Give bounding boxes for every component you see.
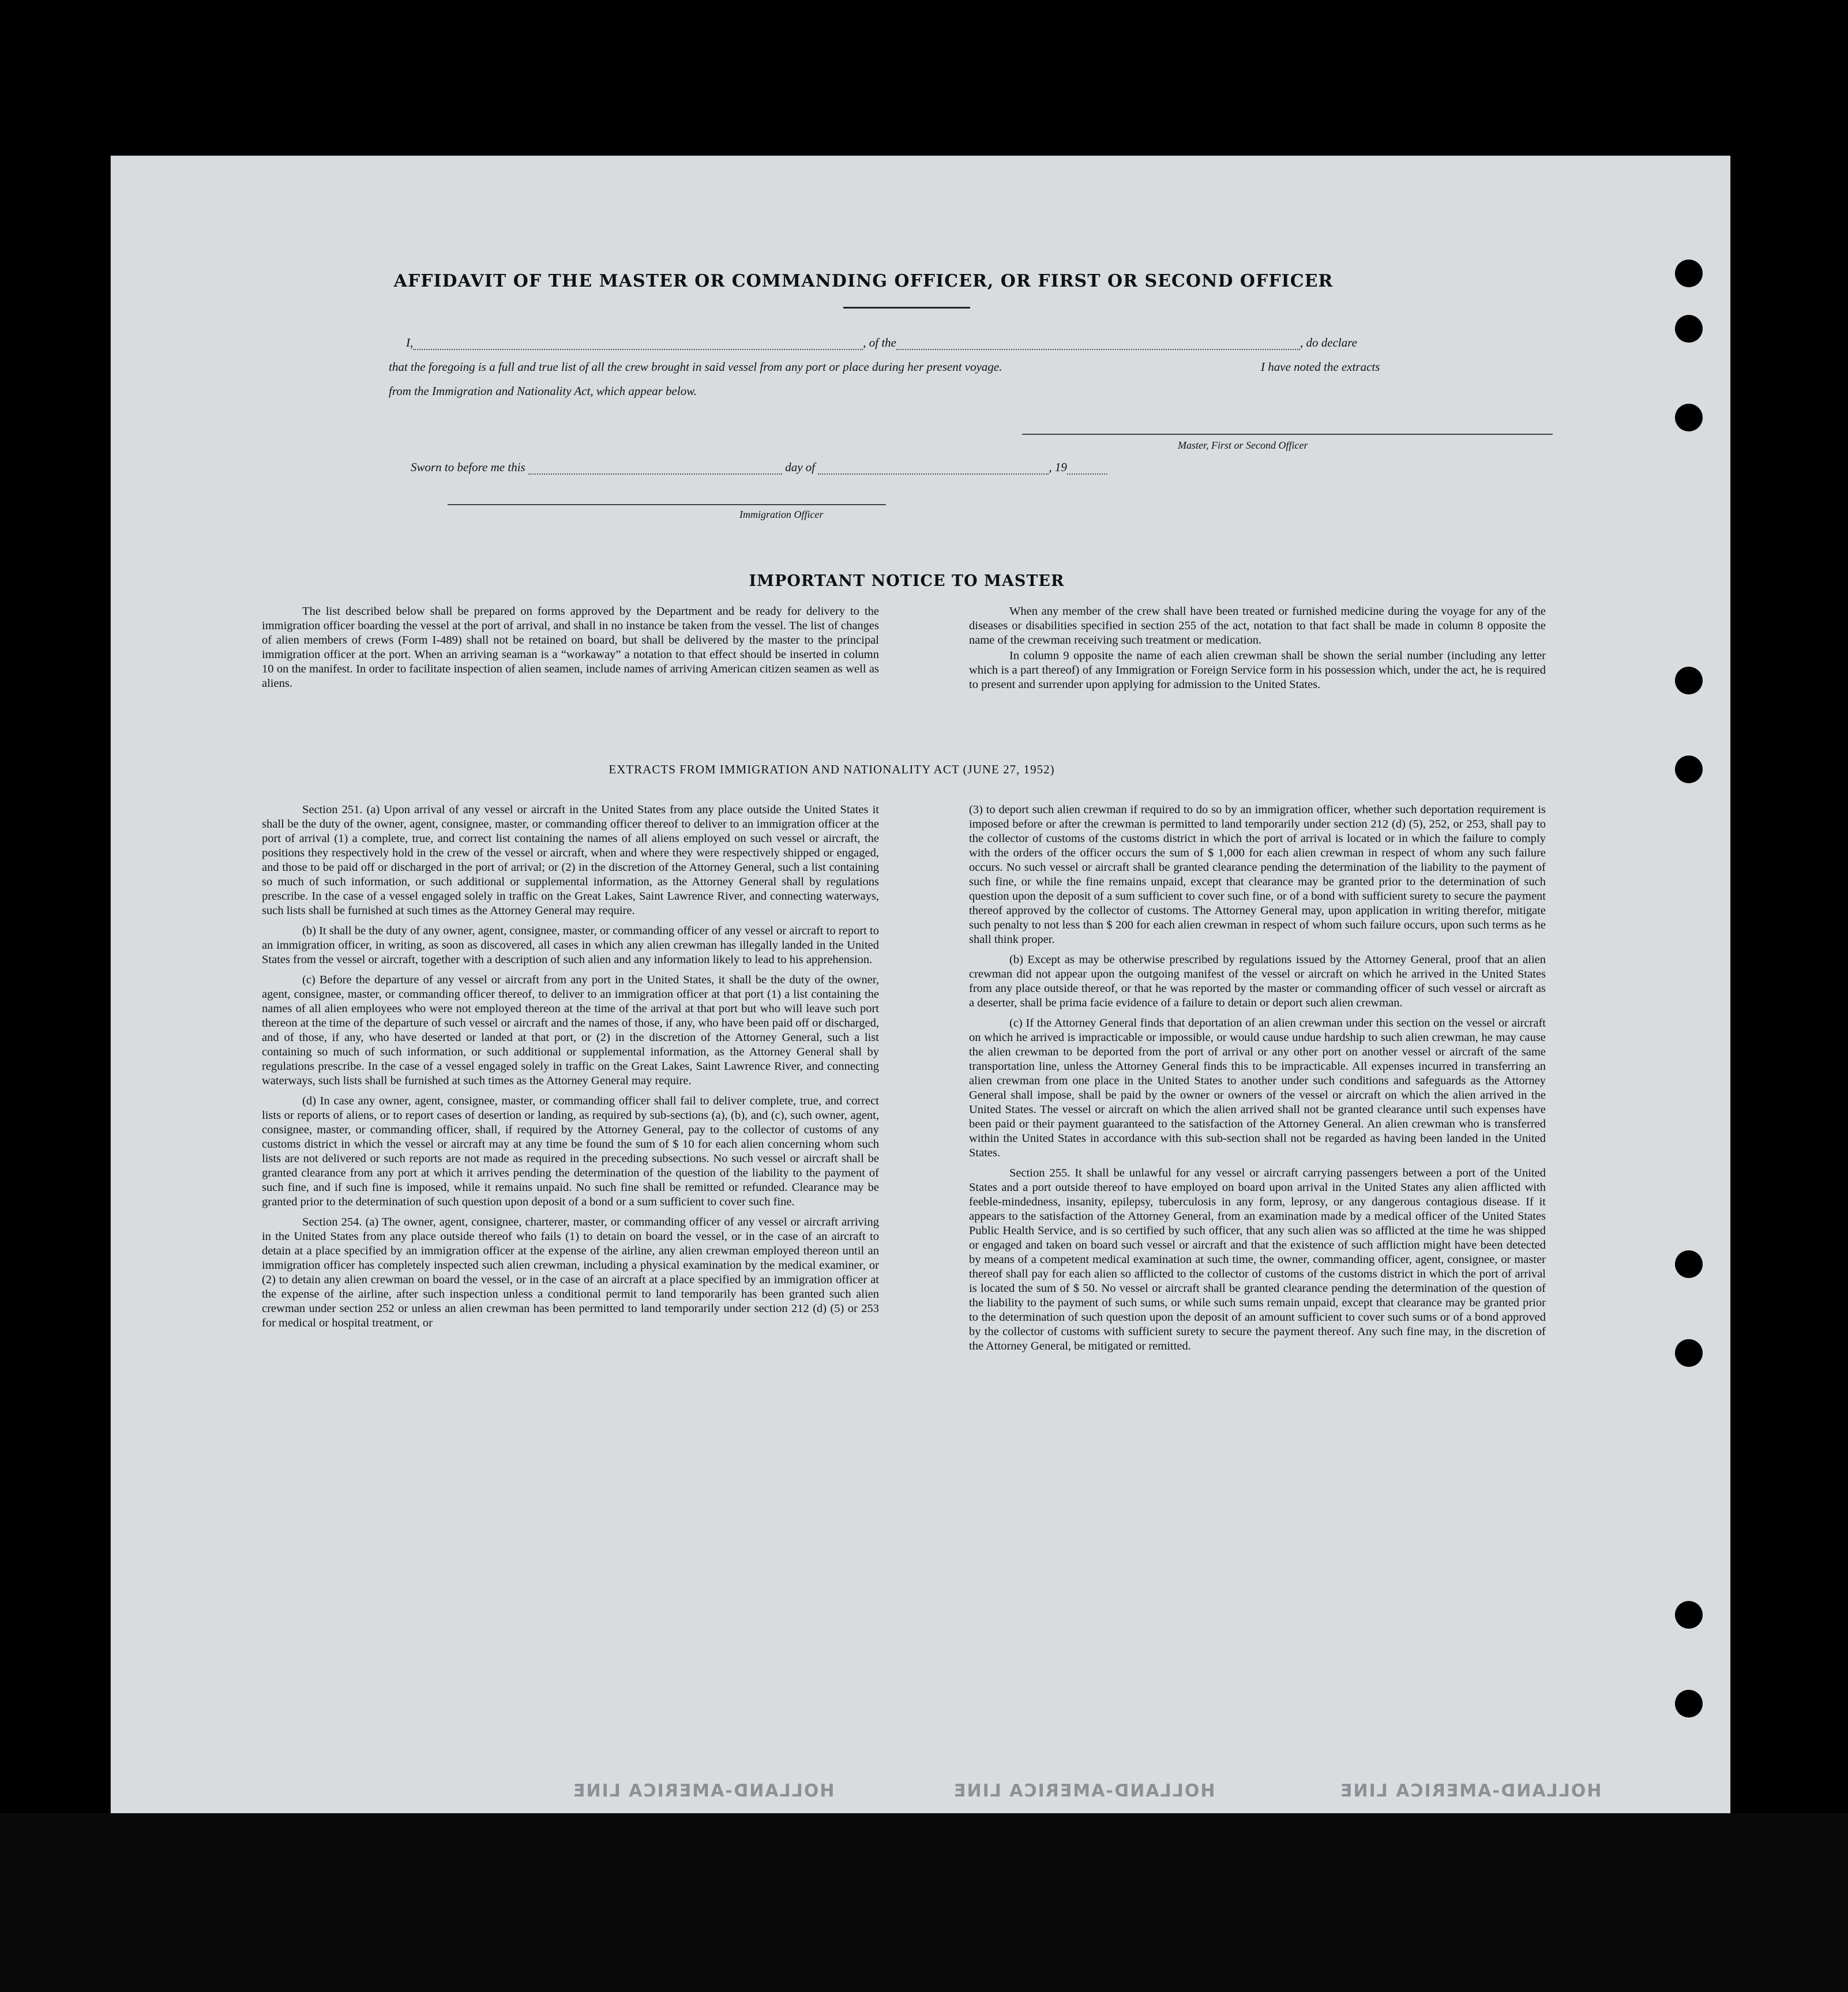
master-caption: Master, First or Second Officer — [1178, 439, 1308, 451]
sworn-month-blank — [818, 473, 1049, 475]
section-255: Section 255. It shall be unlawful for any vessel or aircraft carrying passengers between a port of the United States and a port outside thereof to have employed on board upon arrival in the United States any alien afflicted with feeble-mindedness, insanity, epilepsy, tuberculosis in any form, leprosy, or any dangerous contagious disease. If it appears to the satisfaction of the Attorney General, from an examination made by a medical officer of the United States Public Health Service, and is so certified by such officer, that any such alien was so afflicted at the time he was shipped or engaged and taken on board such vessel or aircraft and that the existence of such affliction might have been detected by means of a competent medical examination at such time, the owner, commanding officer, agent, consignee, or master thereof shall pay for each alien so afflicted to the collector of customs of the customs district in which the port of arrival is located the sum of $ 50. No vessel or aircraft shall be granted clearance pending the determination of the question of the liability to the payment of such sums, or while such sums remain unpaid, except that clearance may be granted prior to the determination of such question upon the deposit of an amount sufficient to cover such sums or of a bond approved by the collector of customs with sufficient surety to secure the payment thereof. Any such fine may, in the discretion of the Attorney General, be mitigated or remitted. — [969, 1167, 1546, 1352]
sworn-year-blank — [1067, 473, 1107, 475]
affidavit-title: AFFIDAVIT OF THE MASTER OR COMMANDING OFFICER, OR FIRST OR SECOND OFFICER — [393, 271, 1334, 291]
notice-title: IMPORTANT NOTICE TO MASTER — [749, 572, 1065, 590]
notice-right-paragraph-1: When any member of the crew shall have been treated or furnished medicine during the voyage for any of the diseases or disabilities specified in section 255 of the act, notation to that fact shall be made in column 8 opposite the name of the crewman receiving such treatment or medication. — [969, 605, 1546, 647]
punch-hole — [1675, 1601, 1703, 1629]
punch-hole — [1675, 260, 1703, 287]
section-251-d: (d) In case any owner, agent, consignee, master, or commanding officer shall fail to deliver complete, true, and correct lists or reports of aliens, or to report cases of desertion or landing, as required by sub-sections (a), (b), and (c), such owner, agent, consignee, master, or commanding officer, shall, if required by the Attorney General, pay to the collector of customs of any customs district in which the vessel or aircraft may at any time be found the sum of $ 10 for each alien concerning whom such lists are not delivered or such reports are not made as required in the preceding subsections. No such vessel or aircraft shall be granted clearance from any port at which it arrives pending the determination of the question of the liability to the payment of such fine, and if such fine is imposed, while it remains unpaid. No such fine shall be remitted or refunded. Clearance may be granted prior to the determination of such question upon deposit of a bond or a sum sufficient to cover such fine. — [262, 1095, 879, 1208]
notice-right-column — [969, 604, 1546, 698]
extracts-title: EXTRACTS FROM IMMIGRATION AND NATIONALITY ACT (JUNE 27, 1952) — [609, 762, 1055, 776]
master-signature-line — [1022, 434, 1553, 435]
declaration-line-1: I, , of the , do declare — [406, 336, 1357, 349]
bleed-through-stamp: HOLLAND-AMERICA LINE — [953, 1781, 1215, 1801]
declaration-line-3: from the Immigration and Nationality Act, which appear below. — [389, 384, 697, 398]
section-254-c: (c) If the Attorney General finds that deportation of an alien crewman under this section on the vessel or aircraft on which he arrived is impracticable or impossible, or would cause undue hardship to such alien crewman, he may cause the alien crewman to be deported from the port of arrival or any other port on another vessel or aircraft of the same transportation line, unless the Attorney General finds this to be impracticable. All expenses incurred in transferring an alien crewman from one place in the United States to another under such conditions and safeguards as the Attorney General shall impose, shall be paid by the owner or owners of the vessel or aircraft on which the alien arrived in the United States. The vessel or aircraft on which the alien arrived shall not be granted clearance until such expenses have been paid or their payment guaranteed to the satisfaction of the Attorney General. An alien crewman who is transferred within the United States in accordance with this sub-section shall not be regarded as having been landed in the United States. — [969, 1017, 1546, 1159]
officer-caption: Immigration Officer — [739, 509, 824, 520]
bleed-through-stamp: HOLLAND-AMERICA LINE — [1339, 1781, 1602, 1801]
vessel-blank — [896, 349, 1300, 350]
officer-signature-line — [448, 504, 886, 505]
notice-left-paragraph: The list described below shall be prepared on forms approved by the Department and be ready for delivery to the immigration officer boarding the vessel at the port of arrival, and shall in no instance be taken from the vessel. The list of changes of alien members of crews (Form I-489) shall not be retained on board, but shall be delivered by the master to the principal immigration officer at the port. When an arriving seaman is a “workaway” a notation to that effect should be inserted in column 10 on the manifest. In order to facilitate inspection of alien seamen, include names of arriving American citizen seamen as well as aliens. — [262, 605, 879, 690]
declaration-line-2-right: I have noted the extracts — [1261, 360, 1380, 374]
section-254-a-continued: (3) to deport such alien crewman if required to do so by an immigration officer, whether such deportation requirement is imposed before or after the crewman is permitted to land temporarily under section 212 (d) (5), 252, or 253, shall pay to the collector of customs of the customs district in which the port of arrival is located or in which the failure to comply with the orders of the officer occurs the sum of $ 1,000 for each alien crewman in respect of whom any such failure occurs. No such vessel or aircraft shall be granted clearance pending the determination of the liability to the payment of such fine, or while the fine remains unpaid, except that clearance may be granted prior to the determination of such question upon the deposit of a sum sufficient to cover such fine, or of a bond with sufficient surety to secure the payment thereof approved by the collector of customs. The Attorney General may, upon application in writing therefor, mitigate such penalty to not less than $ 200 for each alien crewman in respect of whom such failure occurs, upon such terms as he shall think proper. — [969, 803, 1546, 946]
declaration-line-2: that the foregoing is a full and true list of all the crew brought in said vessel from any port or place during her present voyage. — [389, 360, 1002, 374]
section-251-c: (c) Before the departure of any vessel or aircraft from any port in the United States, it shall be the duty of the owner, agent, consignee, master, or commanding officer thereof, to deliver to an immigration officer at that port (1) a list containing the names of all alien employees who were not employed thereon at the time of the arrival at that port but who will leave such port thereon at the time of the departure of such vessel or aircraft and the names of those, if any, who have been paid off or discharged, and of those, if any, who have deserted or landed at that port, or (2) in the discretion of the Attorney General, such a list containing so much of such information, or such additional or supplemental information, as the Attorney General shall by regulations prescribe. In the case of a vessel engaged solely in traffic on the Great Lakes, Saint Lawrence River, and connecting waterways, such lists shall be furnished at such times as the Attorney General may require. — [262, 974, 879, 1087]
bleed-through-stamp: HOLLAND-AMERICA LINE — [572, 1781, 835, 1801]
section-254-a: Section 254. (a) The owner, agent, consignee, charterer, master, or commanding officer of any vessel or aircraft arriving in the United States from any place outside thereof who fails (1) to detain on board the vessel, or in the case of an aircraft to detain at a place specified by an immigration officer at the expense of the airline, any alien crewman employed thereon until an immigration officer has completely inspected such alien crewman, including a physical examination by the medical examiner, or (2) to detain any alien crewman on board the vessel, or in the case of an aircraft at a place specified by an immigration officer at the expense of the airline, after such inspection unless a conditional permit to land temporarily has been granted such alien crewman under section 252 or unless an alien crewman has been permitted to land temporarily under section 212 (d) (5) or 253 for medical or hospital treatment, or — [262, 1216, 879, 1329]
punch-hole — [1675, 404, 1703, 431]
punch-hole — [1675, 315, 1703, 343]
section-251-a: Section 251. (a) Upon arrival of any vessel or aircraft in the United States from any place outside the United States it shall be the duty of the owner, agent, consignee, master, or commanding officer thereof to deliver to an immigration officer at the port of arrival (1) a complete, true, and correct list containing the names of all aliens employed on such vessel or aircraft, the positions they respectively hold in the crew of the vessel or aircraft, when and where they were respectively shipped or engaged, and those to be paid off or discharged in the port of arrival; or (2) in the discretion of the Attorney General, such a list containing so much of such information, or such additional or supplemental information, as the Attorney General shall by regulations prescribe. In the case of a vessel engaged solely in traffic on the Great Lakes, Saint Lawrence River, and connecting waterways, such lists shall be furnished at such times as the Attorney General may require. — [262, 803, 879, 917]
name-blank — [413, 349, 863, 350]
notice-right-paragraph-2: In column 9 opposite the name of each alien crewman shall be shown the serial number (including any letter which is a part thereof) of any Immigration or Foreign Service form in his possession which, under the act, he is required to present and surrender upon applying for admission to the United States. — [969, 649, 1546, 691]
title-rule — [843, 307, 970, 309]
punch-hole — [1675, 667, 1703, 694]
punch-hole — [1675, 1339, 1703, 1367]
document-page — [111, 156, 1730, 1828]
punch-hole — [1675, 1690, 1703, 1717]
punch-hole — [1675, 756, 1703, 783]
section-254-b: (b) Except as may be otherwise prescribed by regulations issued by the Attorney General, proof that an alien crewman did not appear upon the outgoing manifest of the vessel or aircraft on which he arrived in the United States from any place outside thereof, or that he was reported by the master or commanding officer of such vessel or aircraft as a deserter, shall be prima facie evidence of a failure to detain or deport such alien crewman. — [969, 953, 1546, 1009]
extracts-left-column — [262, 803, 879, 1336]
extracts-right-column — [969, 803, 1546, 1359]
punch-hole — [1675, 1250, 1703, 1278]
notice-left-column — [262, 604, 879, 697]
sworn-line: Sworn to before me this day of , 19 — [411, 460, 1218, 475]
scan-border — [0, 1813, 1848, 1992]
sworn-date-blank — [528, 473, 782, 475]
section-251-b: (b) It shall be the duty of any owner, agent, consignee, master, or commanding officer of any vessel or aircraft to report to an immigration officer, in writing, as soon as discovered, all cases in which any alien crewman has illegally landed in the United States from the vessel or aircraft, together with a description of such alien and any information likely to lead to his apprehension. — [262, 924, 879, 966]
